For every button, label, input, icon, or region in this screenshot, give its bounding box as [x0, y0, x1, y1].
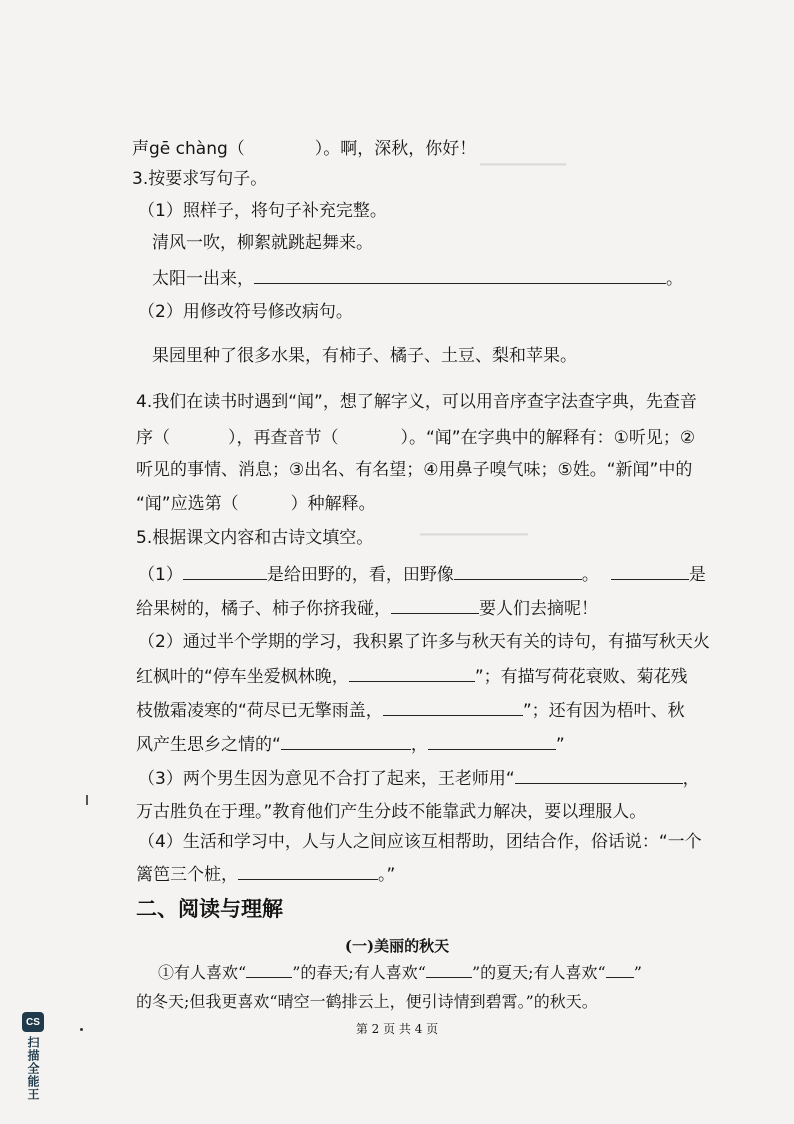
cs-logo-icon: CS: [22, 1012, 44, 1032]
answer-blank[interactable]: [238, 862, 378, 880]
answer-blank[interactable]: [611, 562, 689, 580]
q5-2-line4: 风产生思乡之情的“ ， ”: [136, 732, 565, 757]
page-footer: 第 2 页 共 4 页: [355, 1022, 439, 1036]
answer-blank[interactable]: [428, 732, 556, 750]
q5-4-line1: （4）生活和学习中，人与人之间应该互相帮助，团结合作，俗话说：“一个: [138, 832, 702, 852]
q4-line3: 听见的事情、消息；③出名、有名望；④用鼻子嗅气味；⑤姓。“新闻”中的: [136, 460, 693, 480]
answer-blank[interactable]: [349, 664, 475, 682]
bleed-through-text: ▁▁▁▁▁▁▁▁▁▁: [420, 520, 528, 536]
q3-faulty-sentence: 果园里种了很多水果，有柿子、橘子、土豆、梨和苹果。: [152, 346, 577, 366]
scan-speck: [80, 1028, 83, 1031]
margin-mark: [86, 795, 88, 805]
q2-line-end: 声gē chàng（ ）。啊，深秋，你好！: [132, 139, 477, 159]
q3-title: 3.按要求写句子。: [132, 169, 268, 189]
answer-blank[interactable]: [606, 960, 634, 978]
answer-blank[interactable]: [383, 698, 523, 716]
watermark-text: 扫描全能王: [26, 1036, 40, 1101]
q5-2-line3: 枝傲霜凌寒的“荷尽已无擎雨盖， ”；还有因为梧叶、秋: [136, 698, 685, 723]
answer-blank[interactable]: [254, 266, 666, 284]
answer-blank[interactable]: [454, 562, 582, 580]
q5-3-line2: 万古胜负在于理。”教育他们产生分歧不能靠武力解决，要以理服人。: [136, 802, 647, 822]
q5-1-line2: 给果树的，橘子、柿子你挤我碰， 要人们去摘呢！: [136, 596, 598, 621]
answer-blank[interactable]: [183, 562, 267, 580]
answer-blank[interactable]: [281, 732, 411, 750]
reading-subtitle: (一)美丽的秋天: [344, 937, 450, 955]
q3-fill: 太阳一出来， 。: [152, 266, 683, 291]
bleed-through-text: ▁▁▁▁▁▁▁▁: [480, 150, 567, 166]
q5-1-line1: （1） 是给田野的，看，田野像 。 是: [138, 562, 706, 587]
q4-line4: “闻”应选第（ ）种解释。: [136, 494, 376, 514]
scanner-watermark: [20, 1010, 48, 1120]
answer-blank[interactable]: [246, 960, 292, 978]
answer-blank[interactable]: [426, 960, 472, 978]
q5-3-line1: （3）两个男生因为意见不合打了起来，王老师用“ ，: [138, 766, 700, 791]
q5-2-line1: （2）通过半个学期的学习，我积累了许多与秋天有关的诗句，有描写秋天火: [138, 632, 710, 652]
q4-line2: 序（ ），再查音节（ ）。“闻”在字典中的解释有：①听见；②: [136, 428, 696, 448]
reading-paragraph-line2: 的冬天;但我更喜欢“晴空一鹤排云上，便引诗情到碧霄。”的秋天。: [136, 992, 598, 1011]
q3-sub2: （2）用修改符号修改病句。: [138, 302, 353, 322]
q5-title: 5.根据课文内容和古诗文填空。: [136, 528, 374, 548]
q5-2-line2: 红枫叶的“停车坐爱枫林晚， ”；有描写荷花衰败、菊花残: [136, 664, 688, 689]
answer-blank[interactable]: [391, 596, 479, 614]
q3-example: 清风一吹，柳絮就跳起舞来。: [152, 233, 373, 253]
q3-sub1: （1）照样子，将句子补充完整。: [138, 201, 387, 221]
reading-paragraph-line1: ①有人喜欢“ ”的春天;有人喜欢“ ”的夏天;有人喜欢“ ”: [158, 960, 642, 985]
q5-4-line2: 篱笆三个桩， 。”: [136, 862, 395, 887]
answer-blank[interactable]: [515, 766, 683, 784]
section-title: 二、阅读与理解: [136, 897, 283, 921]
q4-line1: 4.我们在读书时遇到“闻”，想了解字义，可以用音序查字法查字典，先查音: [136, 392, 697, 412]
